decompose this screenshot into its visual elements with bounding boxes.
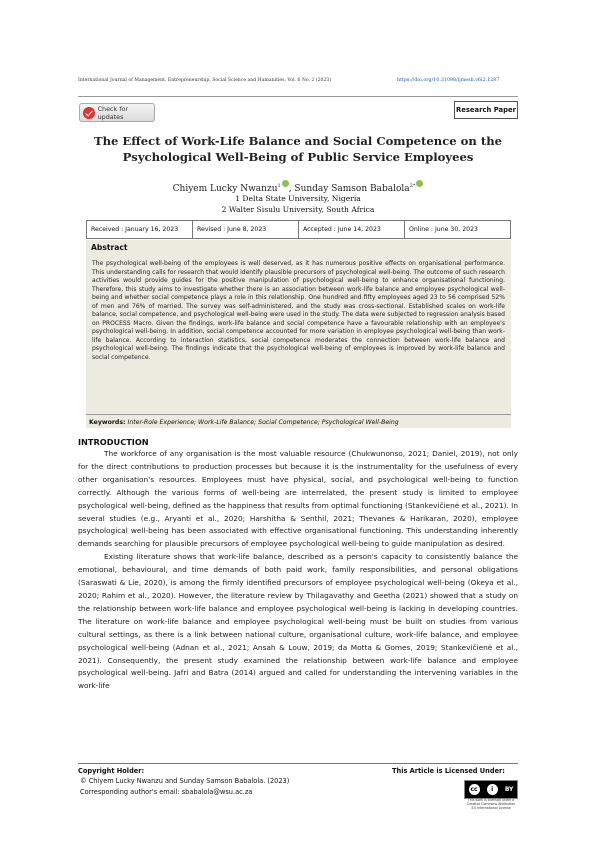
by-icon: BY (504, 786, 514, 793)
cc-license-badge[interactable] (464, 780, 518, 799)
paper-title: The Effect of Work-Life Balance and Social Competence on the Psychological Well-Being of Public Service Employees (93, 134, 503, 164)
license-text: This work is licensed under a Creative Commons Attribution 4.0 International License (466, 798, 516, 810)
accepted-date: Accepted : June 14, 2023 (299, 221, 405, 238)
license-label: This Article is Licensed Under: (392, 767, 505, 775)
copyright-text: © Chiyem Lucky Nwanzu and Sunday Samson Babalola. (2023) (80, 777, 290, 785)
abstract-section (86, 240, 511, 428)
author-1-affiliation-mark: 1 (277, 183, 281, 189)
header-divider (78, 96, 518, 97)
corresponding-email: Corresponding author's email: sbabalola@wsu.ac.za (80, 788, 253, 796)
author-2-affiliation-mark: 2* (409, 183, 416, 189)
abstract-divider (86, 414, 511, 415)
orcid-icon[interactable] (282, 180, 289, 187)
keywords (89, 419, 399, 426)
online-date: Online : June 30, 2023 (409, 226, 478, 233)
author-1: Chiyem Lucky Nwanzu (172, 184, 278, 194)
paragraph: The workforce of any organisation is the most valuable resource (Chukwunonso, 2021; Daniel, 2019), not only for the direct contributions to production processes but because it is the instrumentality for the usefulness of every other organisation's resources. Employees must have physical, social, and psychological well-being to function correctly. Although the various forms of well-being are interrelated, the present study is limited to employee psychological well-being, defined as the happiness that results from optimal functioning (Stankevičienė et al., 2021). In several studies (e.g., Aryanti et al., 2020; Harshitha & Senthil, 2021; Thevanes & Harikaran, 2020), employee psychological well-being has been associated with effective organisational functioning. This understanding inherently demands searching for plausible precursors of employee psychological well-being to guide manipulation as desired. (78, 449, 518, 549)
received-date: Received : January 16, 2023 (87, 221, 193, 238)
creative-commons-icon: cc (470, 786, 478, 793)
section-heading-introduction: INTRODUCTION (78, 437, 149, 447)
author-line (78, 180, 518, 194)
orcid-icon[interactable] (416, 180, 423, 187)
check-for-updates-button[interactable] (79, 103, 155, 122)
affiliation-1: 1 Delta State University, Nigeria (235, 194, 361, 203)
check-updates-icon (83, 107, 95, 119)
author-2: , Sunday Samson Babalola (288, 184, 410, 194)
attribution-icon: i (487, 784, 498, 795)
copyright-label: Copyright Holder: (78, 767, 145, 775)
journal-citation: International Journal of Management, Entrepreneurship, Social Science and Humanities, Vol. 6 No. 2 (2023) (78, 78, 332, 83)
article-dates (86, 220, 511, 239)
doi-link[interactable]: https://doi.org/10.31098/ijmesh.v6i2.1287 (397, 78, 500, 83)
abstract-text: The psychological well-being of the employees is well deserved, as it has numerous positive effects on organisational performance. This understanding calls for research that would identify plausible precursors of psychological well-being. The outcome of such research activities would provide guides for the positive manipulation of psychological well-being to enhance organisational functioning. Therefore, this study aims to investigate whether there is an association between work-life balance and employee psychological well-being and whether social competence plays a role in this relationship. One hundred and fifty employees aged 23 to 56 comprised 52% of men and 76% of married. The survey was self-administered, and the study was cross-sectional. Established scales on work-life balance, social competence, and psychological well-being were used in the study. The data were subjected to regression analysis based on PROCESS Macro. Given the findings, work-life balance and social competence have a favourable relationship with an employee's psychological well-being. In addition, social competence accounted for more variation in employee psychological well-being than work-life balance. According to interaction statistics, social competence moderates the connection between work-life balance and psychological well-being. The findings indicate that the psychological well-being of employees is improved by work-life balance and social competence. (92, 260, 505, 362)
introduction-body (78, 448, 518, 693)
keywords-list: Inter-Role Experience; Work-Life Balance; Social Competence; Psychological Well-Being (127, 419, 399, 426)
paragraph: Existing literature shows that work-life balance, described as a person's capacity to consistently balance the emotional, behavioural, and time demands of both paid work, family responsibilities, and personal obligations (Saraswati & Lie, 2020), is among the firmly identified precursors of employee psychological well-being (Okeya et al., 2020; Rahim et al., 2020). However, the literature review by Thilagavathy and Geetha (2021) showed that a study on the relationship between work-life balance and employee psychological well-being is lacking in developing countries. The literature on work-life balance and employee psychological well-being must be built on studies from various cultural settings, as there is a link between national culture, organisational culture, work-life balance, and employee psychological well-being (Adnan et al., 2021; Ansah & Louw, 2019; da Motta & Gomes, 2019; Stankevičienė et al., 2021). Consequently, the present study examined the relationship between work-life balance and employee psychological well-being. Jafri and Batra (2014) argued and called for understanding the intervening variables in the work-life (78, 552, 518, 691)
paper-type-badge: Research Paper (454, 101, 518, 119)
keywords-label: Keywords: (89, 419, 126, 426)
affiliation-2: 2 Walter Sisulu University, South Africa (221, 205, 375, 214)
revised-date: Revised : June 8, 2023 (193, 221, 299, 238)
footer-divider (78, 763, 518, 764)
abstract-heading: Abstract (91, 243, 128, 252)
check-updates-label: Check for updates (97, 104, 129, 121)
